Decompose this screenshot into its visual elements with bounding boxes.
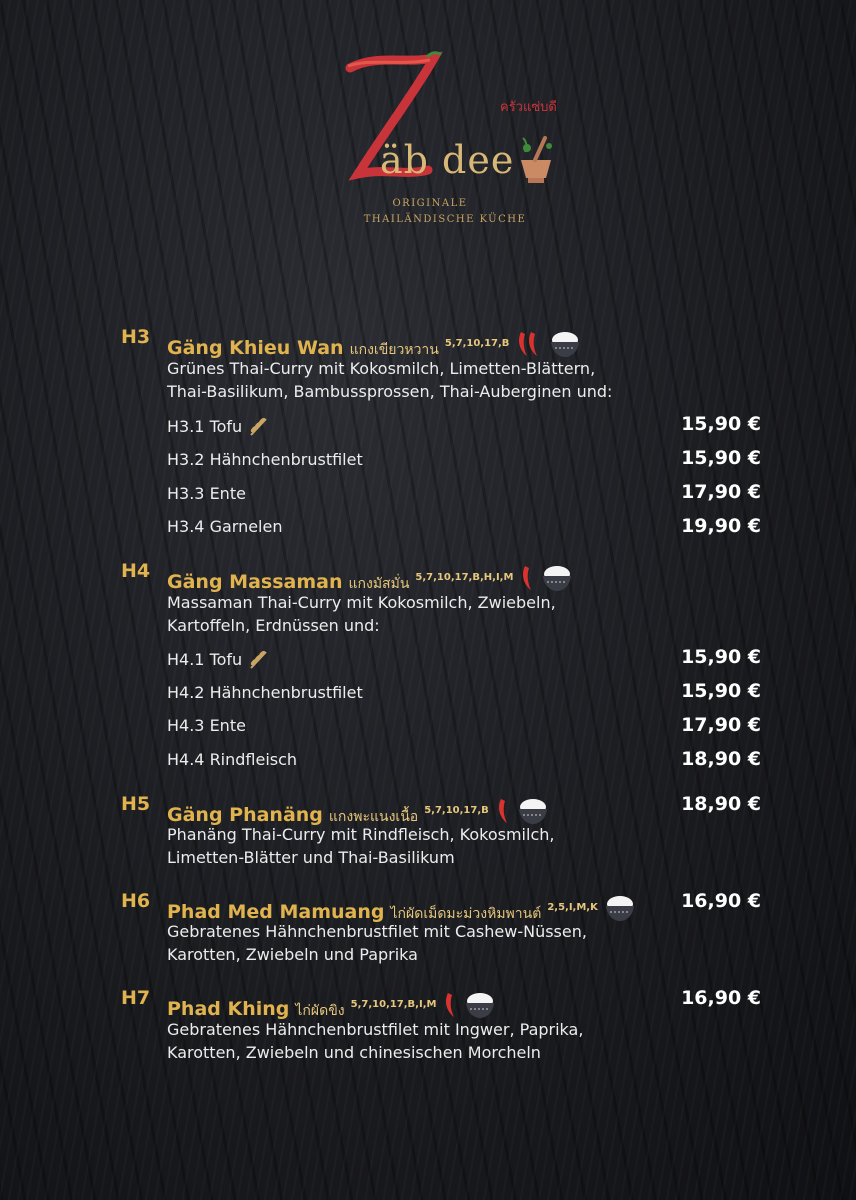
item-code: H7 bbox=[121, 987, 151, 1009]
item-description bbox=[167, 357, 612, 403]
item-description bbox=[167, 823, 554, 869]
variant-row bbox=[167, 484, 246, 503]
variant-label: H4.4 Rindfleisch bbox=[167, 750, 298, 769]
item-thai-name: แกงมัสมั่น bbox=[348, 576, 410, 592]
variant-price: 15,90 € bbox=[681, 680, 761, 702]
description-line: Karotten, Zwiebeln und chinesischen Morcheln bbox=[167, 1043, 541, 1062]
item-description bbox=[167, 1018, 583, 1064]
item-allergens: 5,7,10,17,B bbox=[444, 338, 510, 349]
variant-price: 15,90 € bbox=[681, 646, 761, 668]
item-allergens: 5,7,10,17,B,H,I,M bbox=[415, 572, 514, 583]
item-name: Phad Khing bbox=[167, 998, 290, 1020]
description-line: Massaman Thai-Curry mit Kokosmilch, Zwiebeln, bbox=[167, 593, 556, 612]
item-price: 18,90 € bbox=[681, 793, 761, 815]
description-line: Kartoffeln, Erdnüssen und: bbox=[167, 616, 380, 635]
description-line: Thai-Basilikum, Bambussprossen, Thai-Auberginen und: bbox=[167, 382, 613, 401]
brand-thai-name: ครัวแซ่บดี bbox=[500, 100, 557, 115]
description-line: Grünes Thai-Curry mit Kokosmilch, Limetten-Blättern, bbox=[167, 359, 596, 378]
variant-price: 18,90 € bbox=[681, 748, 761, 770]
rice-bowl-icon bbox=[549, 330, 581, 358]
item-code: H3 bbox=[121, 326, 151, 348]
variant-label: H3.3 Ente bbox=[167, 484, 246, 503]
variant-row bbox=[167, 415, 270, 437]
description-line: Gebratenes Hähnchenbrustfilet mit Ingwer, Paprika, bbox=[167, 1020, 584, 1039]
description-line: Gebratenes Hähnchenbrustfilet mit Cashew-Nüssen, bbox=[167, 922, 587, 941]
item-title bbox=[167, 326, 581, 361]
variant-label: H3.4 Garnelen bbox=[167, 517, 283, 536]
variant-label: H4.3 Ente bbox=[167, 716, 246, 735]
variant-price: 17,90 € bbox=[681, 481, 761, 503]
variant-label: H3.1 Tofu bbox=[167, 416, 243, 436]
item-price: 16,90 € bbox=[681, 890, 761, 912]
variant-price: 17,90 € bbox=[681, 714, 761, 736]
variant-price: 15,90 € bbox=[681, 413, 761, 435]
brand-name: äb dee bbox=[380, 138, 515, 182]
brand-tagline-line2: THAILÄNDISCHE KÜCHE bbox=[363, 214, 527, 225]
description-line: Karotten, Zwiebeln und Paprika bbox=[167, 945, 418, 964]
description-line: Limetten-Blätter und Thai-Basilikum bbox=[167, 848, 455, 867]
variant-row bbox=[167, 683, 363, 702]
variant-row bbox=[167, 750, 297, 769]
chili-icon bbox=[495, 797, 509, 825]
item-description bbox=[167, 591, 556, 637]
rice-bowl-icon bbox=[517, 797, 549, 825]
chili-icon bbox=[519, 564, 533, 592]
item-code: H5 bbox=[121, 793, 151, 815]
item-thai-name: ไก่ผัดเม็ดมะม่วงหิมพานต์ bbox=[390, 906, 542, 922]
wheat-vegetarian-icon bbox=[248, 415, 270, 437]
item-title bbox=[167, 560, 573, 595]
rice-bowl-icon bbox=[604, 894, 636, 922]
item-thai-name: แกงพะแนงเนื้อ bbox=[328, 809, 419, 825]
item-allergens: 2,5,I,M,K bbox=[547, 902, 598, 913]
variant-price: 19,90 € bbox=[681, 515, 761, 537]
item-code: H6 bbox=[121, 890, 151, 912]
variant-row bbox=[167, 648, 270, 670]
variant-label: H4.2 Hähnchenbrustfilet bbox=[167, 683, 363, 702]
item-price: 16,90 € bbox=[681, 987, 761, 1009]
item-thai-name: แกงเขียวหวาน bbox=[349, 342, 439, 358]
item-name: Gäng Phanäng bbox=[167, 804, 323, 826]
item-allergens: 5,7,10,17,B bbox=[424, 805, 489, 816]
item-name: Gäng Massaman bbox=[167, 571, 343, 593]
variant-row bbox=[167, 517, 282, 536]
item-thai-name: ไก่ผัดขิง bbox=[295, 1003, 345, 1019]
brand-tagline-line1: ORIGINALE bbox=[392, 198, 468, 209]
item-name: Phad Med Mamuang bbox=[167, 901, 385, 923]
item-name: Gäng Khieu Wan bbox=[167, 337, 344, 359]
chili-icon bbox=[442, 991, 456, 1019]
variant-label: H4.1 Tofu bbox=[167, 649, 243, 669]
variant-label: H3.2 Hähnchenbrustfilet bbox=[167, 450, 363, 469]
mortar-icon bbox=[515, 130, 557, 186]
item-description bbox=[167, 920, 587, 966]
rice-bowl-icon bbox=[541, 564, 573, 592]
item-allergens: 5,7,10,17,B,I,M bbox=[350, 999, 437, 1010]
chili-icon bbox=[515, 330, 541, 358]
variant-price: 15,90 € bbox=[681, 447, 761, 469]
wheat-vegetarian-icon bbox=[248, 648, 270, 670]
item-title bbox=[167, 987, 496, 1022]
description-line: Phanäng Thai-Curry mit Rindfleisch, Kokosmilch, bbox=[167, 825, 555, 844]
brand-logo bbox=[330, 50, 570, 240]
rice-bowl-icon bbox=[464, 991, 496, 1019]
variant-row bbox=[167, 450, 363, 469]
variant-row bbox=[167, 716, 246, 735]
item-code: H4 bbox=[121, 560, 151, 582]
